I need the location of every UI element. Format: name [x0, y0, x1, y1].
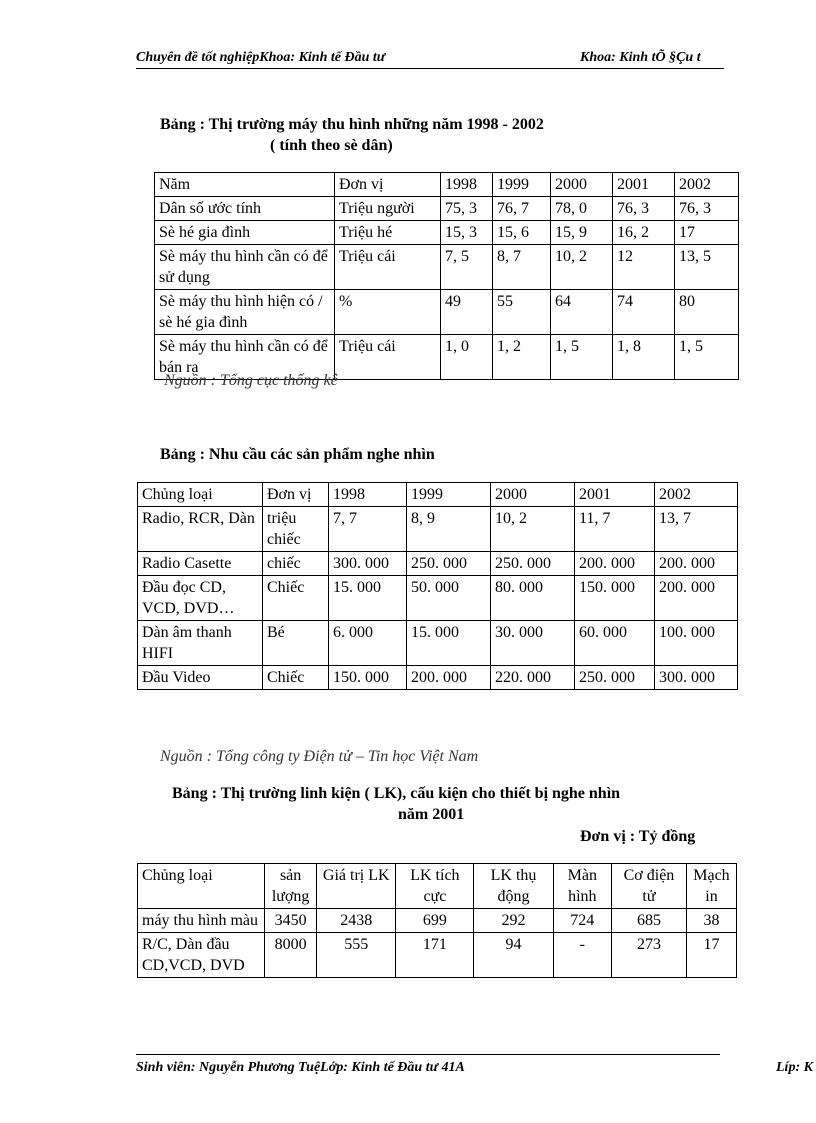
table-cell: 64 — [551, 290, 613, 335]
table3-title-year: năm 2001 — [398, 806, 465, 823]
table-cell: 3450 — [265, 909, 317, 933]
table1-header-cell: 1999 — [493, 173, 551, 197]
table-cell: % — [335, 290, 441, 335]
table-cell: Bé — [263, 621, 329, 666]
table3-header-cell: Mạch in — [686, 864, 736, 909]
table3-header-cell: LK thụ động — [474, 864, 553, 909]
table-cell: 10, 2 — [551, 245, 613, 290]
table-cell: 49 — [441, 290, 493, 335]
table-cell: 55 — [493, 290, 551, 335]
table-cell: Chiếc — [263, 666, 329, 690]
table1-header-cell: 1998 — [441, 173, 493, 197]
table-cell: Triệu cái — [335, 245, 441, 290]
table-cell: Đầu đọc CD, VCD, DVD… — [138, 576, 263, 621]
table2-header-cell: 2000 — [491, 483, 575, 507]
table3-header-cell: Giá trị LK — [317, 864, 396, 909]
table-cell: 30. 000 — [491, 621, 575, 666]
table-cell: 2438 — [317, 909, 396, 933]
table-cell: Chiếc — [263, 576, 329, 621]
table1-header-cell: Đơn vị — [335, 173, 441, 197]
table-cell: 1, 8 — [613, 335, 675, 380]
table-cell: 250. 000 — [575, 666, 655, 690]
table-cell: Triệu người — [335, 197, 441, 221]
table-cell: 17 — [686, 933, 736, 978]
table-cell: 273 — [611, 933, 686, 978]
table-cell: 50. 000 — [407, 576, 491, 621]
table1-source: Nguồn : Tổng cục thống kê — [164, 372, 338, 389]
table3-header-cell: Chủng loại — [138, 864, 265, 909]
table3-header-cell: LK tích cực — [396, 864, 474, 909]
table-cell: 8, 7 — [493, 245, 551, 290]
table-cell: Dân số ước tính — [155, 197, 335, 221]
table-cell: Triệu cái — [335, 335, 441, 380]
table-cell: 292 — [474, 909, 553, 933]
page-footer-right: Líp: K — [776, 1060, 813, 1075]
table-cell: 200. 000 — [407, 666, 491, 690]
table-cell: 150. 000 — [575, 576, 655, 621]
table-cell: 8, 9 — [407, 507, 491, 552]
table-cell: 60. 000 — [575, 621, 655, 666]
table-cell: 94 — [474, 933, 553, 978]
table-cell: 250. 000 — [407, 552, 491, 576]
table-cell: Đầu Video — [138, 666, 263, 690]
table-cell: 1, 2 — [493, 335, 551, 380]
table2-header-cell: Chủng loại — [138, 483, 263, 507]
table-cell: Sè máy thu hình cần có để sử dụng — [155, 245, 335, 290]
table-cell: 80 — [675, 290, 739, 335]
table-cell: 200. 000 — [655, 576, 738, 621]
table2-header-cell: 1998 — [329, 483, 407, 507]
table-cell: 7, 5 — [441, 245, 493, 290]
table-row — [155, 197, 739, 221]
table-cell: 74 — [613, 290, 675, 335]
table1-header-cell: 2000 — [551, 173, 613, 197]
table-cell: 300. 000 — [329, 552, 407, 576]
table-cell: 75, 3 — [441, 197, 493, 221]
table-cell: 76, 3 — [675, 197, 739, 221]
table-cell: 15, 6 — [493, 221, 551, 245]
table-cell: Sè hé gia đình — [155, 221, 335, 245]
table2-header-cell: 2001 — [575, 483, 655, 507]
table-cell: 200. 000 — [655, 552, 738, 576]
table-cell: 1, 5 — [675, 335, 739, 380]
table-cell: 76, 3 — [613, 197, 675, 221]
table-cell: 15, 3 — [441, 221, 493, 245]
table2-header-cell: 2002 — [655, 483, 738, 507]
table3-unit: Đơn vị : Tỷ đồng — [580, 828, 696, 845]
table-cell: 78, 0 — [551, 197, 613, 221]
table2-header-cell: Đơn vị — [263, 483, 329, 507]
table1-header-cell: Năm — [155, 173, 335, 197]
table-cell: 685 — [611, 909, 686, 933]
footer-rule — [136, 1054, 720, 1055]
table-cell: 724 — [553, 909, 611, 933]
table-cell: 15, 9 — [551, 221, 613, 245]
table3-header-cell: sản lượng — [265, 864, 317, 909]
table-cell: 1, 0 — [441, 335, 493, 380]
table-cell: 250. 000 — [491, 552, 575, 576]
page-header-left: Chuyên đề tốt nghiệpKhoa: Kinh tế Đầu tư — [136, 50, 386, 65]
table-cell: Triệu hé — [335, 221, 441, 245]
table-row — [138, 507, 738, 552]
table2-title: Bảng : Nhu cầu các sản phẩm nghe nhìn — [160, 446, 435, 463]
table-cell: 200. 000 — [575, 552, 655, 576]
table-row — [138, 552, 738, 576]
table-cell: chiếc — [263, 552, 329, 576]
table-cell: Radio, RCR, Dàn — [138, 507, 263, 552]
table-cell: Radio Casette — [138, 552, 263, 576]
table-cell: 7, 7 — [329, 507, 407, 552]
table-cell: Sè máy thu hình cần có để bán ra — [155, 335, 335, 380]
table3 — [137, 863, 737, 978]
table-row — [155, 221, 739, 245]
table-row — [155, 290, 739, 335]
table2 — [137, 482, 738, 690]
table-cell: 8000 — [265, 933, 317, 978]
table-cell: 17 — [675, 221, 739, 245]
table-cell: 699 — [396, 909, 474, 933]
table-cell: 11, 7 — [575, 507, 655, 552]
table-cell: 15. 000 — [407, 621, 491, 666]
table1-title: Bảng : Thị trường máy thu hình những năm 1998 - 2002 — [160, 116, 544, 133]
table-cell: 13, 7 — [655, 507, 738, 552]
table1-subtitle: ( tính theo sè dân) — [270, 137, 393, 154]
page-footer-left: Sinh viên: Nguyễn Phương TuệLớp: Kinh tế Đầu tư 41A — [136, 1060, 465, 1075]
table-row — [138, 933, 737, 978]
table-cell: 16, 2 — [613, 221, 675, 245]
table3-header-cell: Cơ điện tử — [611, 864, 686, 909]
table2-source: Nguồn : Tổng công ty Điện tử – Tin học Việt Nam — [160, 748, 479, 765]
table-cell: 76, 7 — [493, 197, 551, 221]
table-row — [138, 909, 737, 933]
table2-header-row — [138, 483, 738, 507]
table-cell: Sè máy thu hình hiện có / sè hé gia đình — [155, 290, 335, 335]
table1-header-cell: 2002 — [675, 173, 739, 197]
table-cell: Dàn âm thanh HIFI — [138, 621, 263, 666]
table-cell: R/C, Dàn đầu CD,VCD, DVD — [138, 933, 265, 978]
header-rule — [136, 68, 724, 69]
table-cell: - — [553, 933, 611, 978]
table-cell: máy thu hình màu — [138, 909, 265, 933]
table-row — [155, 245, 739, 290]
table-cell: 10, 2 — [491, 507, 575, 552]
table-cell: 6. 000 — [329, 621, 407, 666]
table1-header-row — [155, 173, 739, 197]
table2-header-cell: 1999 — [407, 483, 491, 507]
table-cell: 300. 000 — [655, 666, 738, 690]
table-cell: 220. 000 — [491, 666, 575, 690]
table-cell: 12 — [613, 245, 675, 290]
table-cell: 80. 000 — [491, 576, 575, 621]
table-cell: 555 — [317, 933, 396, 978]
table-cell: triệu chiếc — [263, 507, 329, 552]
table3-header-row — [138, 864, 737, 909]
table-cell: 100. 000 — [655, 621, 738, 666]
table-cell: 150. 000 — [329, 666, 407, 690]
page-header-right: Khoa: Kinh tÕ §Çu t — [580, 50, 701, 65]
table1 — [154, 172, 739, 380]
table3-title: Bảng : Thị trường linh kiện ( LK), cấu kiện cho thiết bị nghe nhìn — [172, 785, 621, 802]
table-row — [138, 621, 738, 666]
table-cell: 1, 5 — [551, 335, 613, 380]
table-cell: 171 — [396, 933, 474, 978]
table-row — [138, 576, 738, 621]
table1-header-cell: 2001 — [613, 173, 675, 197]
table-row — [138, 666, 738, 690]
table-cell: 15. 000 — [329, 576, 407, 621]
table-cell: 13, 5 — [675, 245, 739, 290]
table-cell: 38 — [686, 909, 736, 933]
table3-header-cell: Màn hình — [553, 864, 611, 909]
